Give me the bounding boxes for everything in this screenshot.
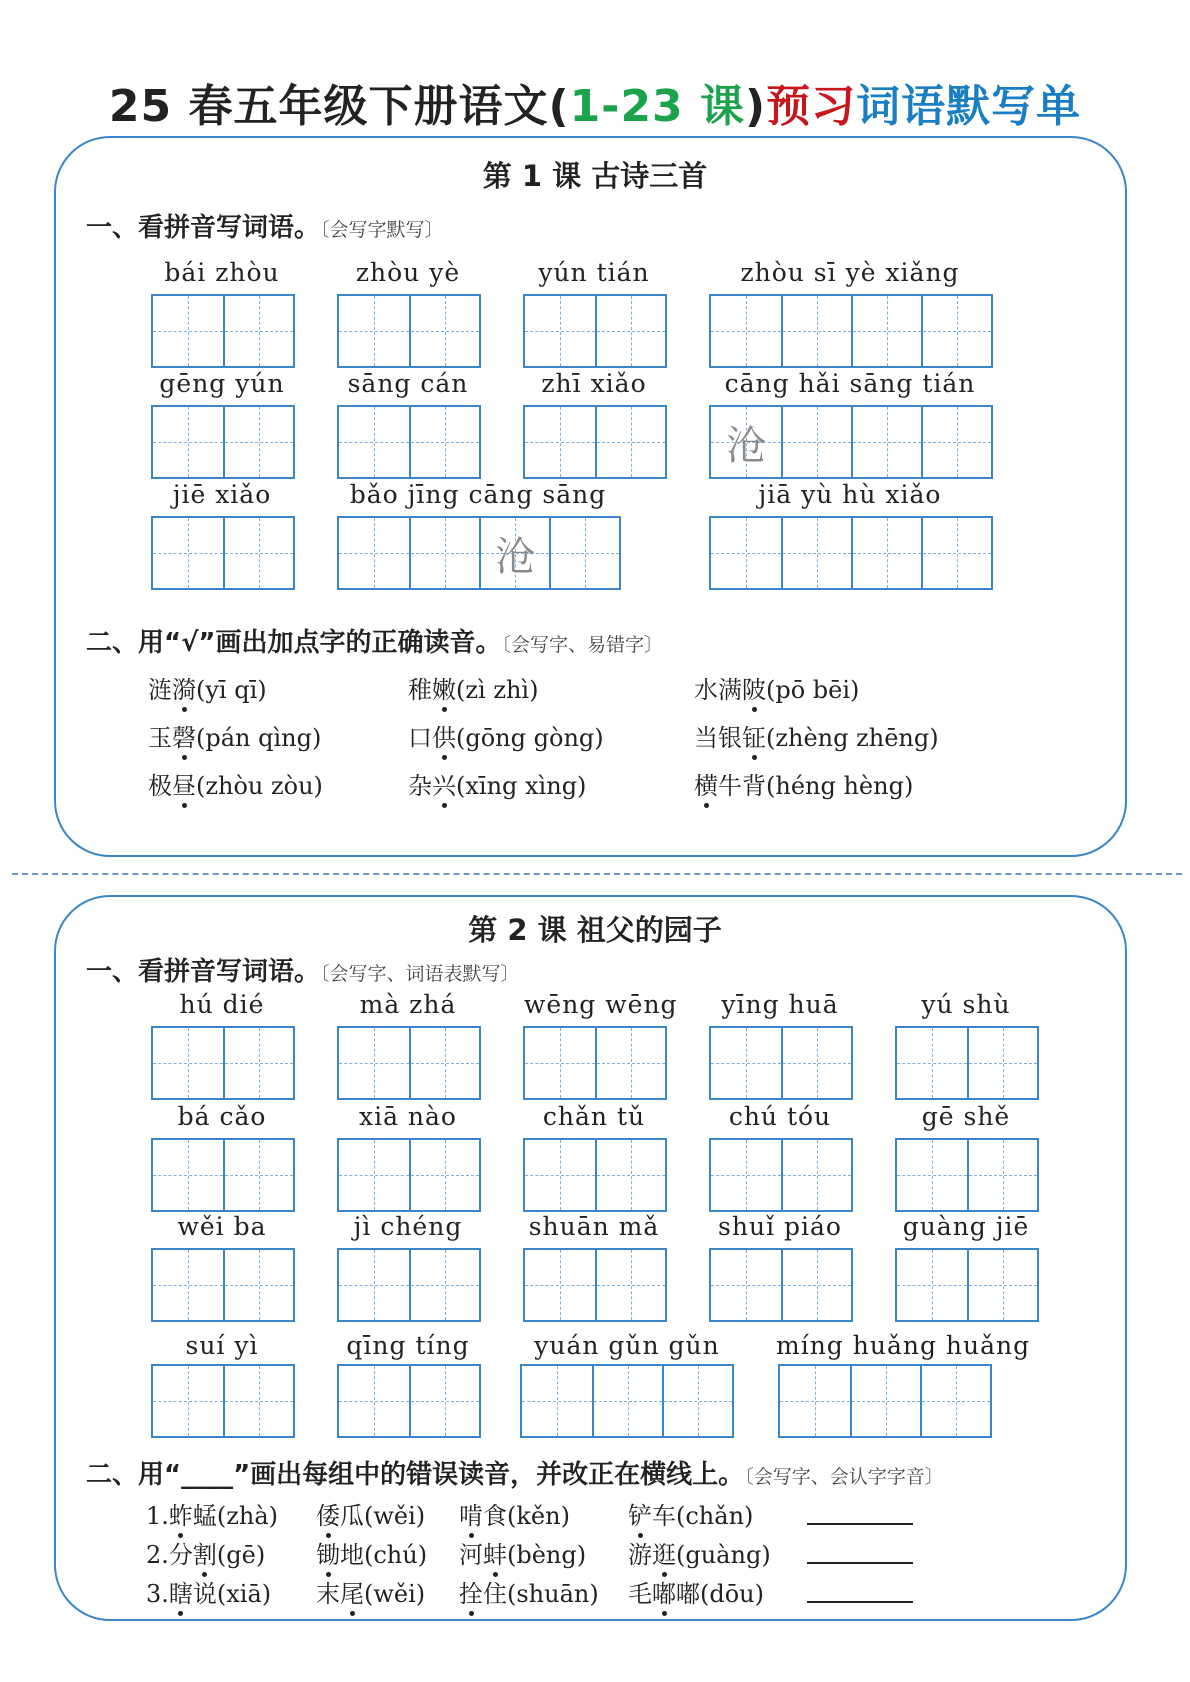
answer-line[interactable] (807, 1523, 913, 1525)
writing-cell[interactable] (711, 1140, 781, 1210)
title-part-3: ) (745, 81, 767, 132)
pinyin-label: yīng huā (721, 990, 839, 1019)
answer-line[interactable] (807, 1562, 913, 1564)
error-item: 河蚌(bèng) (459, 1535, 586, 1570)
writing-cell[interactable] (850, 1366, 920, 1436)
pinyin-label: shuǐ piáo (718, 1212, 842, 1241)
writing-cell[interactable] (851, 296, 921, 366)
writing-cell[interactable] (525, 296, 595, 366)
title-part-4: 预习 (766, 81, 857, 132)
error-item: 锄地(chú) (316, 1535, 427, 1570)
writing-cell[interactable] (479, 518, 549, 588)
pinyin-label: wěi ba (177, 1212, 267, 1241)
pinyin-label: gēng yún (159, 369, 285, 398)
pinyin-label: shuān mǎ (528, 1212, 660, 1241)
dotted-char: 昼 (172, 766, 196, 801)
error-item: 游逛(guàng) (628, 1535, 771, 1570)
writing-cell[interactable] (851, 407, 921, 477)
hint-character: 沧 (726, 422, 766, 469)
pinyin-label: qīng tíng (346, 1331, 470, 1360)
writing-box-group[interactable] (151, 1248, 295, 1322)
pinyin-label: gē shě (921, 1102, 1011, 1131)
writing-cell[interactable] (781, 407, 851, 477)
writing-cell[interactable] (223, 1250, 293, 1320)
writing-cell[interactable] (223, 296, 293, 366)
writing-box-group[interactable] (337, 1248, 481, 1322)
writing-cell[interactable] (153, 1366, 223, 1436)
writing-box-group[interactable] (151, 405, 295, 479)
writing-cell[interactable] (525, 1250, 595, 1320)
reading-item: 玉磬(pán qìng) (148, 718, 321, 753)
writing-cell[interactable] (153, 296, 223, 366)
writing-cell[interactable] (223, 1366, 293, 1436)
writing-cell[interactable] (339, 518, 409, 588)
title-part-2: 1-23 课 (569, 81, 745, 132)
dotted-char: 瞎 (169, 1574, 193, 1609)
writing-cell[interactable] (711, 296, 781, 366)
writing-cell[interactable] (409, 1366, 479, 1436)
dotted-char: 陂 (742, 670, 766, 705)
page-title (0, 70, 1190, 134)
writing-box-group[interactable] (151, 1026, 295, 1100)
dotted-char: 逛 (652, 1535, 676, 1570)
writing-cell[interactable] (595, 1028, 665, 1098)
writing-cell[interactable] (711, 518, 781, 588)
writing-cell[interactable] (897, 1140, 967, 1210)
section-note: 〔会写字默写〕 (320, 219, 444, 241)
writing-cell[interactable] (409, 518, 479, 588)
writing-cell[interactable] (153, 407, 223, 477)
writing-cell[interactable] (525, 1028, 595, 1098)
dotted-char: 横 (694, 766, 718, 801)
writing-cell[interactable] (780, 1366, 850, 1436)
writing-cell[interactable] (967, 1028, 1037, 1098)
writing-cell[interactable] (897, 1028, 967, 1098)
pinyin-label: míng huǎng huǎng (776, 1331, 1031, 1360)
writing-box-group[interactable] (895, 1138, 1039, 1212)
lesson2-heading: 第 2 课 祖父的园子 (468, 913, 722, 947)
error-item: 铲车(chǎn) (628, 1496, 753, 1531)
lesson2-section1-title (86, 951, 520, 988)
reading-item: 杂兴(xīng xìng) (408, 766, 586, 801)
dotted-char: 蚱 (169, 1496, 193, 1531)
section-label: 二、用“√”画出加点字的正确读音。 (86, 628, 502, 658)
writing-box-group[interactable] (151, 1138, 295, 1212)
writing-cell[interactable] (153, 518, 223, 588)
writing-box-group[interactable] (709, 1248, 853, 1322)
writing-cell[interactable] (595, 1140, 665, 1210)
reading-item: 涟漪(yī qī) (148, 670, 267, 705)
writing-box-group[interactable] (337, 405, 481, 479)
writing-box-group[interactable] (337, 294, 481, 368)
lesson1-section2-title (86, 622, 663, 659)
dotted-char: 漪 (172, 670, 196, 705)
writing-cell[interactable] (967, 1140, 1037, 1210)
writing-box-group[interactable] (709, 1138, 853, 1212)
writing-box-group[interactable] (151, 1364, 295, 1438)
writing-box-group[interactable] (895, 1026, 1039, 1100)
dotted-char: 锄 (316, 1535, 340, 1570)
writing-cell[interactable] (781, 1250, 851, 1320)
lesson1-heading: 第 1 课 古诗三首 (482, 159, 708, 193)
pinyin-label: zhòu yè (355, 258, 461, 287)
writing-cell[interactable] (525, 407, 595, 477)
writing-cell[interactable] (781, 1028, 851, 1098)
hint-character: 沧 (495, 533, 535, 580)
writing-cell[interactable] (339, 1028, 409, 1098)
writing-cell[interactable] (851, 518, 921, 588)
writing-box-group[interactable] (337, 1364, 481, 1438)
pinyin-label: jiā yù hù xiǎo (758, 480, 942, 509)
page-divider (12, 873, 1182, 875)
writing-cell[interactable] (921, 296, 991, 366)
writing-box-group[interactable] (523, 1138, 667, 1212)
writing-cell[interactable] (897, 1250, 967, 1320)
pinyin-label: chǎn tǔ (542, 1102, 646, 1131)
dotted-char: 供 (432, 718, 456, 753)
answer-line[interactable] (807, 1601, 913, 1603)
writing-cell[interactable] (549, 518, 619, 588)
pinyin-label: yuán gǔn gǔn (534, 1331, 720, 1360)
pinyin-label: bǎo jīng cāng sāng (349, 480, 607, 509)
writing-cell[interactable] (595, 1250, 665, 1320)
writing-cell[interactable] (711, 407, 781, 477)
pinyin-label: yún tián (538, 258, 650, 287)
error-item: 毛嘟嘟(dōu) (628, 1574, 764, 1609)
writing-cell[interactable] (409, 407, 479, 477)
writing-cell[interactable] (592, 1366, 662, 1436)
reading-item: 当银钲(zhèng zhēng) (694, 718, 939, 753)
pinyin-label: bá cǎo (177, 1102, 267, 1131)
writing-box-group[interactable] (520, 1364, 734, 1438)
writing-cell[interactable] (781, 1140, 851, 1210)
pinyin-label: xiā nào (358, 1102, 457, 1131)
writing-cell[interactable] (711, 1250, 781, 1320)
section-note: 〔会写字、会认字字音〕 (744, 1466, 944, 1488)
writing-box-group[interactable] (709, 1026, 853, 1100)
reading-item: 横牛背(héng hèng) (694, 766, 913, 801)
writing-cell[interactable] (223, 1028, 293, 1098)
writing-cell[interactable] (153, 1028, 223, 1098)
lesson1-section1-title (86, 207, 444, 244)
pinyin-label: guàng jiē (902, 1212, 1030, 1241)
dotted-char: 铲 (628, 1496, 652, 1531)
pinyin-label: zhòu sī yè xiǎng (740, 258, 960, 287)
pinyin-label: sāng cán (347, 369, 469, 398)
error-item: 倭瓜(wěi) (316, 1496, 425, 1531)
writing-box-group[interactable] (337, 1026, 481, 1100)
dotted-char: 嫩 (432, 670, 456, 705)
lesson2-section2-title (86, 1454, 944, 1491)
writing-cell[interactable] (409, 1250, 479, 1320)
dotted-char: 割 (193, 1535, 217, 1570)
section-label: 二、用“____”画出每组中的错误读音，并改正在横线上。 (86, 1460, 745, 1490)
pinyin-label: yú shù (921, 990, 1011, 1019)
writing-cell[interactable] (409, 1140, 479, 1210)
error-item: 末尾(wěi) (316, 1574, 425, 1609)
title-part-5: 词语默写单 (856, 81, 1082, 132)
writing-box-group[interactable] (337, 1138, 481, 1212)
writing-box-group[interactable] (709, 516, 993, 590)
writing-box-group[interactable] (895, 1248, 1039, 1322)
writing-cell[interactable] (921, 518, 991, 588)
error-item: 3.瞎说(xiā) (146, 1574, 271, 1609)
pinyin-label: cāng hǎi sāng tián (724, 369, 976, 398)
dotted-char: 钲 (742, 718, 766, 753)
reading-item: 极昼(zhòu zòu) (148, 766, 323, 801)
writing-box-group[interactable] (778, 1364, 992, 1438)
reading-item: 水满陂(pō bēi) (694, 670, 859, 705)
section-label: 一、看拼音写词语。 (86, 957, 321, 987)
writing-cell[interactable] (522, 1366, 592, 1436)
dotted-char: 拴 (459, 1574, 483, 1609)
dotted-char: 倭 (316, 1496, 340, 1531)
error-item: 啃食(kěn) (459, 1496, 570, 1531)
section-label: 一、看拼音写词语。 (86, 213, 321, 243)
writing-box-group[interactable] (523, 1026, 667, 1100)
pinyin-label: zhī xiǎo (541, 369, 647, 398)
writing-box-group[interactable] (709, 294, 993, 368)
writing-cell[interactable] (781, 518, 851, 588)
title-part-1: 25 春五年级下册语文( (108, 81, 570, 132)
dotted-char: 啃 (459, 1496, 483, 1531)
dotted-char: 嘟 (652, 1574, 676, 1609)
writing-box-group[interactable] (523, 405, 667, 479)
writing-box-group[interactable] (151, 294, 295, 368)
writing-cell[interactable] (339, 296, 409, 366)
writing-cell[interactable] (781, 296, 851, 366)
writing-cell[interactable] (595, 407, 665, 477)
writing-cell[interactable] (339, 1250, 409, 1320)
writing-cell[interactable] (223, 1140, 293, 1210)
error-item: 拴住(shuān) (459, 1574, 599, 1609)
writing-cell[interactable] (409, 296, 479, 366)
writing-box-group[interactable] (709, 405, 993, 479)
pinyin-label: jiē xiǎo (172, 480, 272, 509)
pinyin-label: wēng wēng (524, 990, 678, 1019)
pinyin-label: bái zhòu (164, 258, 280, 287)
pinyin-label: suí yì (185, 1331, 259, 1360)
writing-box-group[interactable] (523, 294, 667, 368)
writing-cell[interactable] (339, 1366, 409, 1436)
reading-item: 口供(gōng gòng) (408, 718, 604, 753)
pinyin-label: jì chéng (353, 1212, 463, 1241)
dotted-char: 兴 (432, 766, 456, 801)
writing-cell[interactable] (920, 1366, 990, 1436)
writing-cell[interactable] (967, 1250, 1037, 1320)
writing-cell[interactable] (662, 1366, 732, 1436)
writing-cell[interactable] (595, 296, 665, 366)
writing-cell[interactable] (339, 1140, 409, 1210)
writing-cell[interactable] (339, 407, 409, 477)
dotted-char: 磬 (172, 718, 196, 753)
writing-cell[interactable] (525, 1140, 595, 1210)
section-note: 〔会写字、词语表默写〕 (320, 963, 520, 985)
pinyin-label: chú tóu (728, 1102, 832, 1131)
writing-cell[interactable] (711, 1028, 781, 1098)
section-note: 〔会写字、易错字〕 (501, 634, 664, 656)
writing-cell[interactable] (409, 1028, 479, 1098)
writing-box-group[interactable] (523, 1248, 667, 1322)
writing-cell[interactable] (223, 518, 293, 588)
error-item: 2.分割(gē) (146, 1535, 265, 1570)
writing-box-group[interactable] (337, 516, 621, 590)
writing-cell[interactable] (921, 407, 991, 477)
dotted-char: 蚌 (483, 1535, 507, 1570)
writing-cell[interactable] (153, 1140, 223, 1210)
dotted-char: 尾 (340, 1574, 364, 1609)
pinyin-label: hú dié (179, 990, 265, 1019)
writing-box-group[interactable] (151, 516, 295, 590)
writing-cell[interactable] (223, 407, 293, 477)
writing-cell[interactable] (153, 1250, 223, 1320)
reading-item: 稚嫩(zì zhì) (408, 670, 538, 705)
pinyin-label: mà zhá (359, 990, 457, 1019)
error-item: 1.蚱蜢(zhà) (146, 1496, 278, 1531)
